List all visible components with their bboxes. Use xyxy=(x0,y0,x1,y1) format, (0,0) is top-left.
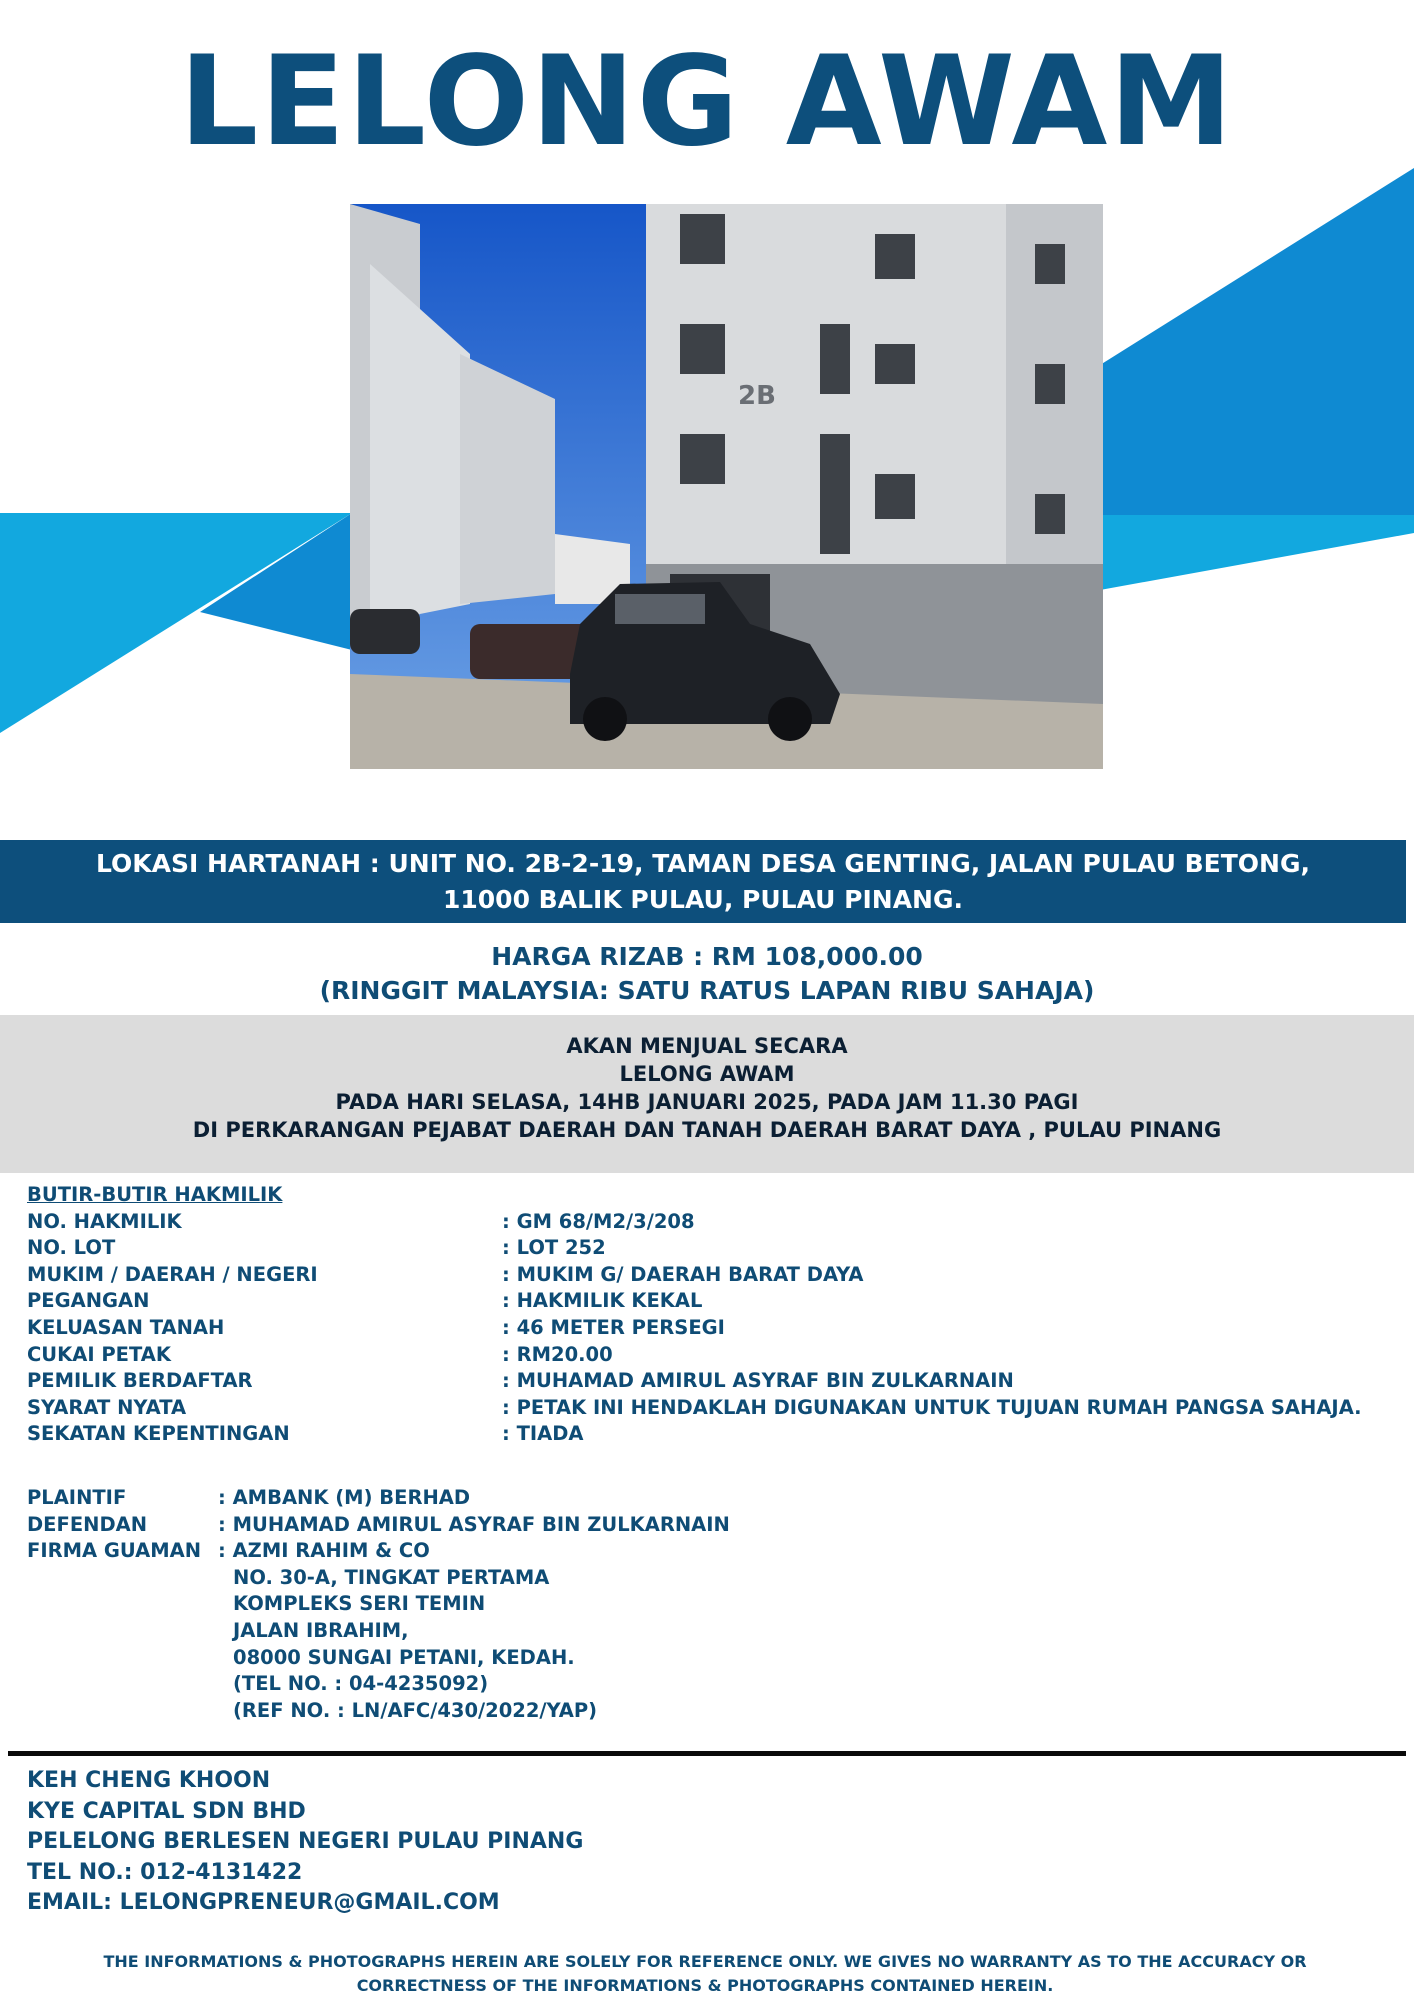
law-firm-label: FIRMA GUAMAN xyxy=(27,1539,202,1563)
page-title: LELONG AWAM xyxy=(179,30,1235,174)
law-firm-ref: (REF NO. : LN/AFC/430/2022/YAP) xyxy=(233,1698,598,1722)
law-firm-address-line: JALAN IBRAHIM, xyxy=(233,1618,409,1642)
reserve-price xyxy=(0,940,1414,1008)
car-wheel-front xyxy=(768,697,812,741)
car-window xyxy=(615,594,705,624)
detail-label: SYARAT NYATA xyxy=(27,1395,187,1419)
law-firm-address-line: KOMPLEKS SERI TEMIN xyxy=(233,1592,486,1616)
plaintiff-value: : AMBANK (M) BERHAD xyxy=(218,1486,471,1509)
parties-section xyxy=(27,1485,927,1724)
detail-label: PEMILIK BERDAFTAR xyxy=(27,1369,253,1393)
auctioneer-name: KEH CHENG KHOON xyxy=(27,1768,271,1793)
detail-label: NO. LOT xyxy=(27,1236,116,1260)
defendant-value: : MUHAMAD AMIRUL ASYRAF BIN ZULKARNAIN xyxy=(218,1512,730,1536)
detail-value: : PETAK INI HENDAKLAH DIGUNAKAN UNTUK TUJUAN RUMAH PANGSA SAHAJA. xyxy=(502,1395,1362,1419)
building-sign: 2B xyxy=(738,381,776,411)
detail-value: : LOT 252 xyxy=(502,1236,606,1260)
car-wheel-rear xyxy=(583,697,627,741)
detail-label: MUKIM / DAERAH / NEGERI xyxy=(27,1262,318,1286)
auctioneer-licence: PELELONG BERLESEN NEGERI PULAU PINANG xyxy=(27,1829,584,1854)
law-firm-address-line: 08000 SUNGAI PETANI, KEDAH. xyxy=(233,1645,575,1669)
divider xyxy=(8,1751,1406,1756)
detail-value: : 46 METER PERSEGI xyxy=(502,1315,725,1339)
sale-line-4: DI PERKARANGAN PEJABAT DAERAH DAN TANAH DAERAH BARAT DAYA , PULAU PINANG xyxy=(192,1118,1222,1142)
detail-value: : TIADA xyxy=(502,1422,584,1446)
right-light-band xyxy=(1100,515,1414,590)
detail-value: : MUKIM G/ DAERAH BARAT DAYA xyxy=(502,1262,864,1286)
disclaimer-line-1: THE INFORMATIONS & PHOTOGRAPHS HEREIN ARE SOLELY FOR REFERENCE ONLY. WE GIVES NO WARRANTY AS TO THE ACCURACY OR xyxy=(103,1952,1307,1971)
plaintiff-label: PLAINTIF xyxy=(27,1486,127,1509)
law-firm-address-line: NO. 30-A, TINGKAT PERTAMA xyxy=(233,1565,550,1589)
defendant-label: DEFENDAN xyxy=(27,1512,148,1536)
detail-label: SEKATAN KEPENTINGAN xyxy=(27,1422,290,1446)
location-line-2: 11000 BALIK PULAU, PULAU PINANG. xyxy=(443,885,963,914)
reserve-price-words: (RINGGIT MALAYSIA: SATU RATUS LAPAN RIBU SAHAJA) xyxy=(319,976,1095,1005)
auctioneer-tel: TEL NO.: 012-4131422 xyxy=(27,1859,303,1885)
location-band xyxy=(0,840,1406,923)
title-details xyxy=(27,1182,1407,1448)
right-mid-band xyxy=(1100,168,1414,515)
law-firm-value: : AZMI RAHIM & CO xyxy=(218,1539,430,1563)
detail-value: : MUHAMAD AMIRUL ASYRAF BIN ZULKARNAIN xyxy=(502,1369,1014,1393)
sale-line-1: AKAN MENJUAL SECARA xyxy=(566,1034,848,1058)
property-photo xyxy=(350,204,1103,769)
auctioneer-company: KYE CAPITAL SDN BHD xyxy=(27,1798,306,1824)
law-firm-tel: (TEL NO. : 04-4235092) xyxy=(233,1672,489,1696)
reserve-price-amount: HARGA RIZAB : RM 108,000.00 xyxy=(491,942,923,971)
disclaimer-line-2: CORRECTNESS OF THE INFORMATIONS & PHOTOGRAPHS CONTAINED HEREIN. xyxy=(356,1976,1054,1995)
sale-line-2: LELONG AWAM xyxy=(619,1062,795,1086)
detail-label: KELUASAN TANAH xyxy=(27,1315,225,1339)
sale-line-3: PADA HARI SELASA, 14HB JANUARI 2025, PADA JAM 11.30 PAGI xyxy=(335,1090,1079,1114)
title-details-heading: BUTIR-BUTIR HAKMILIK xyxy=(27,1183,283,1206)
detail-label: CUKAI PETAK xyxy=(27,1342,171,1366)
auctioneer-email: EMAIL: LELONGPRENEUR@GMAIL.COM xyxy=(27,1890,500,1915)
detail-value: : HAKMILIK KEKAL xyxy=(502,1289,703,1313)
sale-info-band xyxy=(0,1015,1414,1173)
detail-value: : RM20.00 xyxy=(502,1342,613,1366)
detail-label: PEGANGAN xyxy=(27,1289,150,1313)
disclaimer xyxy=(60,1950,1350,1998)
detail-label: NO. HAKMILIK xyxy=(27,1209,182,1233)
location-line-1: LOKASI HARTANAH : UNIT NO. 2B-2-19, TAMAN DESA GENTING, JALAN PULAU BETONG, xyxy=(96,849,1310,878)
left-car xyxy=(350,609,420,654)
detail-value: : GM 68/M2/3/208 xyxy=(502,1209,695,1233)
auctioneer-contact xyxy=(27,1766,927,1919)
